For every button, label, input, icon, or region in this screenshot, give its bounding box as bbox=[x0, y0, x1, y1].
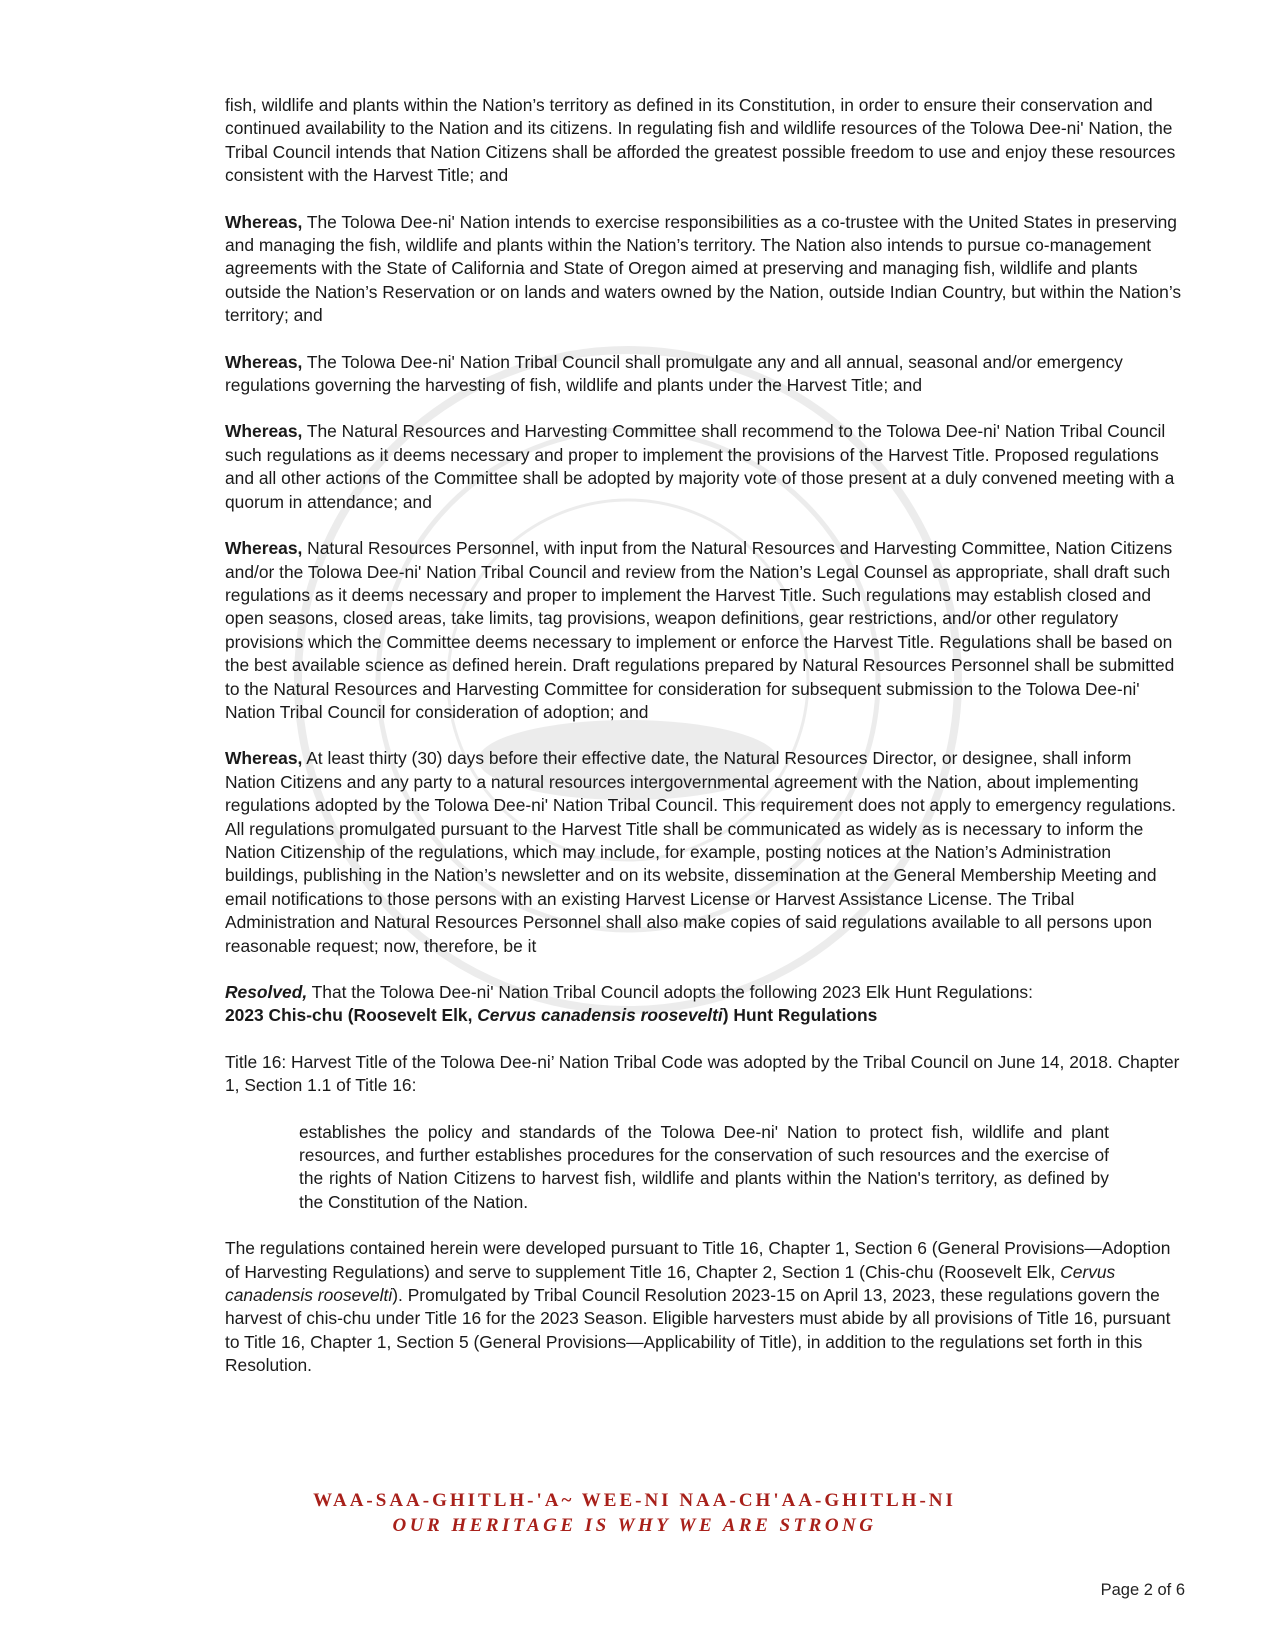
paragraph-text: The regulations contained herein were developed pursuant to Title 16, Chapter 1, Section 6 (General Provisions—Adoption of Harvesting Regulations) and serve to supplement Title 16, Chapter 2, Section 1 (Chis-chu (Roosevelt Elk, bbox=[225, 1238, 1171, 1282]
regulations-title bbox=[225, 1005, 877, 1025]
whereas-label: Whereas, bbox=[225, 421, 303, 442]
regulations-title-part: ) Hunt Regulations bbox=[722, 1005, 878, 1026]
whereas-clause-4 bbox=[225, 537, 1185, 724]
clause-text: The Tolowa Dee-ni' Nation Tribal Council shall promulgate any and all annual, seasonal and/or emergency regulations governing the harvesting of fish, wildlife and plants under the Harvest Title; and bbox=[225, 351, 1123, 396]
whereas-clause-2 bbox=[225, 351, 1185, 398]
clause-text: The Tolowa Dee-ni' Nation intends to exercise responsibilities as a co-trustee with the United States in preserving and managing the fish, wildlife and plants within the Nation’s territory. The Nation also intends to pursue co-management agreements with the State of California and State of Oregon aimed at preserving and managing fish, wildlife and plants outside the Nation’s Reservation or on lands and waters owned by the Nation, outside Indian Country, but within the Nation’s territory; and bbox=[225, 211, 1182, 326]
paragraph-text: fish, wildlife and plants within the Nation’s territory as defined in its Constitution, in order to ensure their conservation and continued availability to the Nation and its citizens. In regulating fish and wildlife resources of the Tolowa Dee-ni' Nation, the Tribal Council intends that Nation Citizens shall be afforded the greatest possible freedom to use and enjoy these resources consistent with the Harvest Title; and bbox=[225, 95, 1176, 186]
native-motto: WAA-SAA-GHITLH-'A~ WEE-NI NAA-CH'AA-GHITLH-NI bbox=[313, 1490, 956, 1511]
clause-text: That the Tolowa Dee-ni' Nation Tribal Council adopts the following 2023 Elk Hunt Regulations: bbox=[307, 982, 1033, 1002]
whereas-label: Whereas, bbox=[225, 211, 303, 232]
final-paragraph bbox=[225, 1237, 1185, 1377]
clause-text: Natural Resources Personnel, with input from the Natural Resources and Harvesting Committee, Nation Citizens and/or the Tolowa Dee-ni' Nation Tribal Council and review from the Nation’s Legal Counsel as appropriate, shall draft such regulations as it deems necessary and proper to implement the Harvest Title. Such regulations may establish closed and open seasons, closed areas, take limits, tag provisions, weapon definitions, gear restrictions, and/or other regulatory provisions which the Committee deems necessary to implement or enforce the Harvest Title. Regulations shall be based on the best available science as defined herein. Draft regulations prepared by Natural Resources Personnel shall be submitted to the Natural Resources and Harvesting Committee for consideration for subsequent submission to the Tolowa Dee-ni' Nation Tribal Council for consideration of adoption; and bbox=[225, 538, 1175, 722]
clause-text: The Natural Resources and Harvesting Committee shall recommend to the Tolowa Dee-ni' Nation Tribal Council such regulations as it deems necessary and proper to implement the provisions of the Harvest Title. Proposed regulations and all other actions of the Committee shall be adopted by majority vote of those present at a duly convened meeting with a quorum in attendance; and bbox=[225, 421, 1175, 512]
whereas-clause-1 bbox=[225, 211, 1185, 328]
whereas-clause-3 bbox=[225, 420, 1185, 514]
whereas-clause-5 bbox=[225, 747, 1185, 958]
footer-motto bbox=[0, 1488, 1269, 1538]
title-16-intro bbox=[225, 1051, 1185, 1098]
quote-text: establishes the policy and standards of the Tolowa Dee-ni' Nation to protect fish, wildlife and plant resources, and further establishes procedures for the conservation of such resources and the exercise of the rights of Nation Citizens to harvest fish, wildlife and plants within the Nation's territory, as defined by the Constitution of the Nation. bbox=[299, 1121, 1109, 1212]
scientific-name: Cervus canadensis roosevelti bbox=[477, 1005, 723, 1026]
resolved-label: Resolved, bbox=[225, 982, 308, 1002]
block-quote bbox=[299, 1121, 1109, 1215]
scientific-name: Cervus canadensis roosevelti bbox=[225, 1261, 1116, 1306]
whereas-label: Whereas, bbox=[225, 351, 303, 372]
whereas-label: Whereas, bbox=[225, 538, 303, 559]
page-number: Page 2 of 6 bbox=[1100, 1581, 1185, 1599]
paragraph-text: ). Promulgated by Tribal Council Resolution 2023-15 on April 13, 2023, these regulations govern the harvest of chis-chu under Title 16 for the 2023 Season. Eligible harvesters must abide by all provisions of Title 16, pursuant to Title 16, Chapter 1, Section 5 (General Provisions—Applicability of Title), in addition to the regulations set forth in this Resolution. bbox=[225, 1285, 1171, 1376]
paragraph-continuation bbox=[225, 94, 1185, 188]
paragraph-text: Title 16: Harvest Title of the Tolowa Dee-ni’ Nation Tribal Code was adopted by the Tribal Council on June 14, 2018. Chapter 1, Section 1.1 of Title 16: bbox=[225, 1051, 1180, 1096]
clause-text: At least thirty (30) days before their effective date, the Natural Resources Director, or designee, shall inform Nation Citizens and any party to a natural resources intergovernmental agreement with the Nation, about implementing regulations adopted by the Tolowa Dee-ni' Nation Tribal Council. This requirement does not apply to emergency regulations. All regulations promulgated pursuant to the Harvest Title shall be communicated as widely as is necessary to inform the Nation Citizenship of the regulations, which may include, for example, posting notices at the Nation’s Administration buildings, publishing in the Nation’s newsletter and on its website, dissemination at the General Membership Meeting and email notifications to those persons with an existing Harvest License or Harvest Assistance License. The Tribal Administration and Natural Resources Personnel shall also make copies of said regulations available to all persons upon reasonable request; now, therefore, be it bbox=[225, 748, 1177, 956]
document-body bbox=[225, 94, 1185, 1401]
regulations-title-part: 2023 Chis-chu (Roosevelt Elk, bbox=[225, 1005, 478, 1026]
english-motto: OUR HERITAGE IS WHY WE ARE STRONG bbox=[392, 1515, 877, 1536]
whereas-label: Whereas, bbox=[225, 748, 303, 769]
resolved-clause bbox=[225, 981, 1185, 1028]
